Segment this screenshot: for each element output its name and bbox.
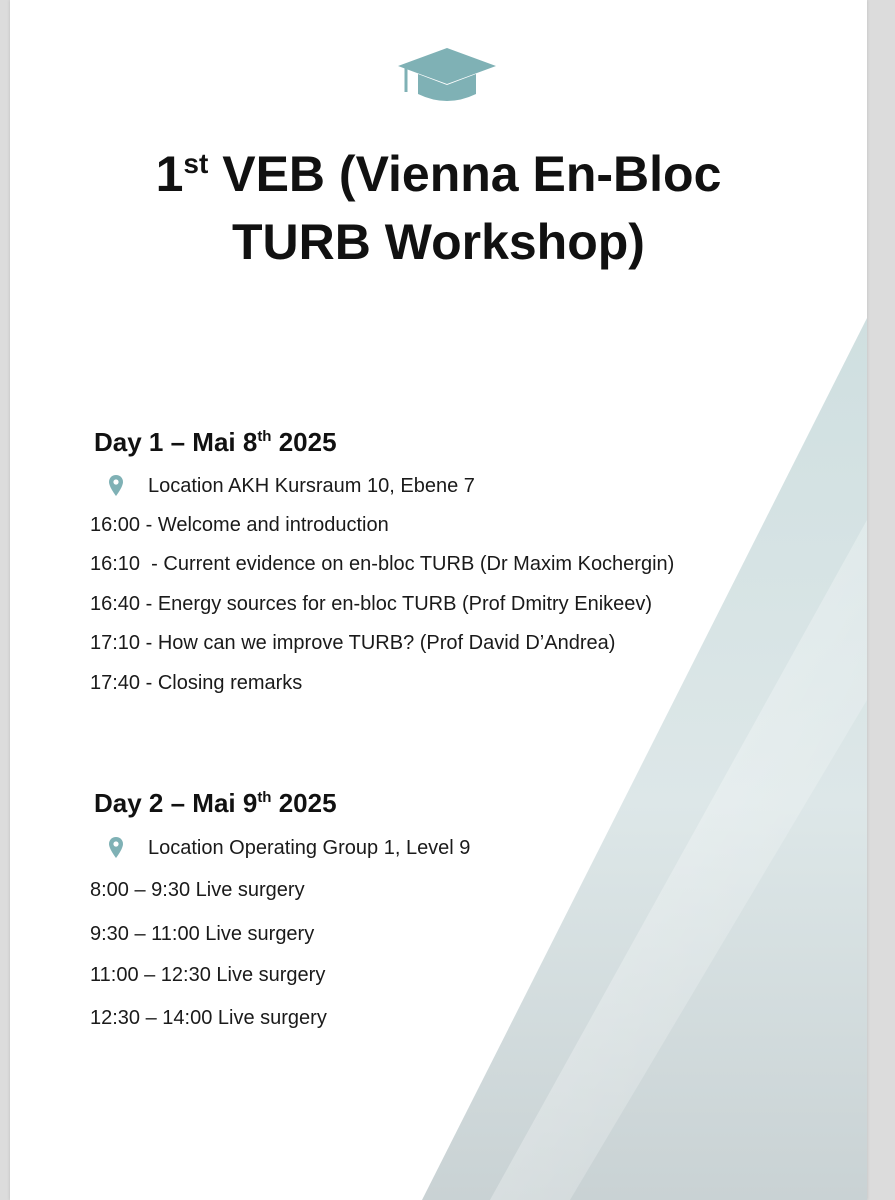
- day-1-heading-ordinal: th: [257, 428, 272, 445]
- title-line-1: [10, 140, 867, 208]
- title-line-2: TURB Workshop): [232, 214, 645, 270]
- day-2-heading-text: Day 2 – Mai 9: [94, 788, 258, 818]
- title-ordinal: st: [183, 148, 209, 179]
- day-1-item: 17:10 - How can we improve TURB? (Prof David D’Andrea): [90, 632, 616, 654]
- day-1-item: 16:10 - Current evidence on en-bloc TURB (Dr Maxim Kochergin): [90, 553, 675, 575]
- document-page: [10, 0, 867, 1200]
- day-2-item: 12:30 – 14:00 Live surgery: [90, 1007, 327, 1029]
- day-2-item: 9:30 – 11:00 Live surgery: [90, 923, 315, 945]
- map-pin-icon: [108, 836, 124, 860]
- day-2-item: 11:00 – 12:30 Live surgery: [90, 964, 326, 986]
- graduation-cap-icon: [396, 46, 498, 104]
- map-pin-icon: [108, 474, 124, 498]
- day-1-heading: [94, 427, 337, 458]
- day-2-heading-year: 2025: [271, 788, 337, 818]
- day-2-location-text: Location Operating Group 1, Level 9: [148, 836, 471, 859]
- day-1-location: [108, 474, 475, 498]
- day-1-heading-text: Day 1 – Mai 8: [94, 427, 258, 457]
- day-1-item: 16:00 - Welcome and introduction: [90, 514, 389, 536]
- day-2-heading-ordinal: th: [257, 789, 272, 806]
- day-1-heading-year: 2025: [271, 427, 337, 457]
- page-title: [10, 140, 867, 276]
- day-2-heading: [94, 788, 337, 819]
- day-2-location: [108, 836, 470, 860]
- day-1-location-text: Location AKH Kursraum 10, Ebene 7: [148, 474, 475, 497]
- title-line-1-text: VEB (Vienna En-Bloc: [208, 146, 722, 202]
- day-2-item: 8:00 – 9:30 Live surgery: [90, 879, 305, 901]
- day-1-item: 16:40 - Energy sources for en-bloc TURB (Prof Dmitry Enikeev): [90, 593, 653, 615]
- title-number: 1: [155, 146, 184, 202]
- day-1-item: 17:40 - Closing remarks: [90, 672, 303, 694]
